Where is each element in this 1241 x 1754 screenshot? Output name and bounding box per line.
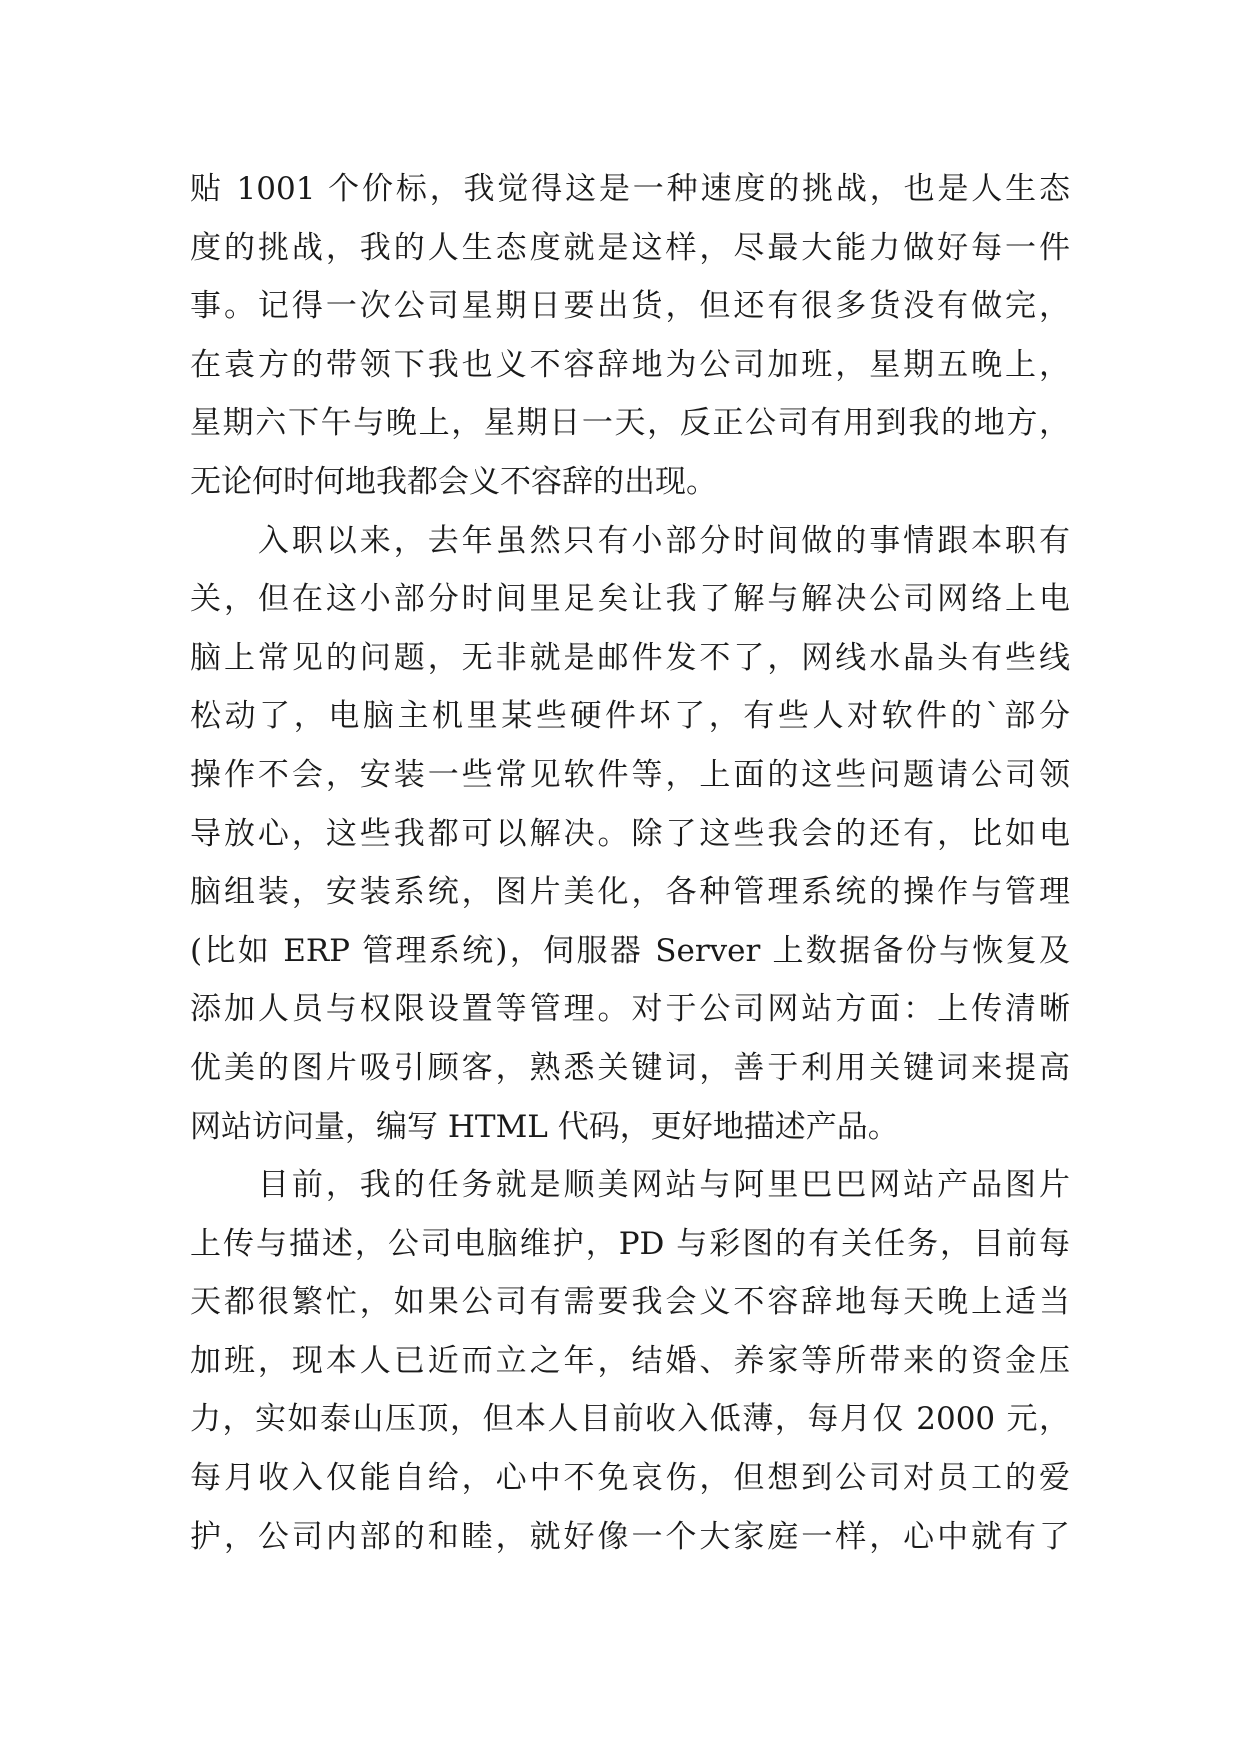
text-line: (比如 ERP 管理系统)，伺服器 Server 上数据备份与恢复及 [190,932,1070,969]
text-line: 关，但在这小部分时间里足矣让我了解与解决公司网络上电 [190,581,1070,618]
text-line: 护，公司内部的和睦，就好像一个大家庭一样，心中就有了 [190,1518,1070,1555]
text-line: 优美的图片吸引顾客，熟悉关键词，善于利用关键词来提高 [190,1049,1070,1086]
text-line: 上传与描述，公司电脑维护，PD 与彩图的有关任务，目前每 [190,1225,1070,1262]
text-line: 入职以来，去年虽然只有小部分时间做的事情跟本职有 [190,522,1070,559]
text-line: 操作不会，安装一些常见软件等，上面的这些问题请公司领 [190,756,1070,793]
text-line: 目前，我的任务就是顺美网站与阿里巴巴网站产品图片 [190,1167,1070,1204]
text-line: 脑上常见的问题，无非就是邮件发不了，网线水晶头有些线 [190,639,1070,676]
text-line: 事。记得一次公司星期日要出货，但还有很多货没有做完， [190,288,1070,325]
text-line: 松动了，电脑主机里某些硬件坏了，有些人对软件的`部分 [190,698,1070,735]
text-line: 在袁方的带领下我也义不容辞地为公司加班，星期五晚上， [190,346,1070,383]
text-line: 贴 1001 个价标，我觉得这是一种速度的挑战，也是人生态 [190,171,1070,207]
text-line: 星期六下午与晚上，星期日一天，反正公司有用到我的地方， [190,405,1070,442]
text-line: 加班，现本人已近而立之年，结婚、养家等所带来的资金压 [190,1342,1070,1379]
text-line: 添加人员与权限设置等管理。对于公司网站方面：上传清晰 [190,991,1070,1028]
text-line: 天都很繁忙，如果公司有需要我会义不容辞地每天晚上适当 [190,1284,1070,1321]
text-line: 无论何时何地我都会义不容辞的出现。 [190,463,717,500]
text-line: 脑组装，安装系统，图片美化，各种管理系统的操作与管理 [190,874,1070,911]
text-line: 导放心，这些我都可以解决。除了这些我会的还有，比如电 [190,815,1070,852]
body-text [190,160,1070,1566]
text-line: 每月收入仅能自给，心中不免哀伤，但想到公司对员工的爱 [190,1460,1070,1497]
text-line: 度的挑战，我的人生态度就是这样，尽最大能力做好每一件 [190,229,1070,266]
text-line: 网站访问量，编写 HTML 代码，更好地描述产品。 [190,1108,899,1145]
text-line: 力，实如泰山压顶，但本人目前收入低薄，每月仅 2000 元， [190,1401,1070,1438]
